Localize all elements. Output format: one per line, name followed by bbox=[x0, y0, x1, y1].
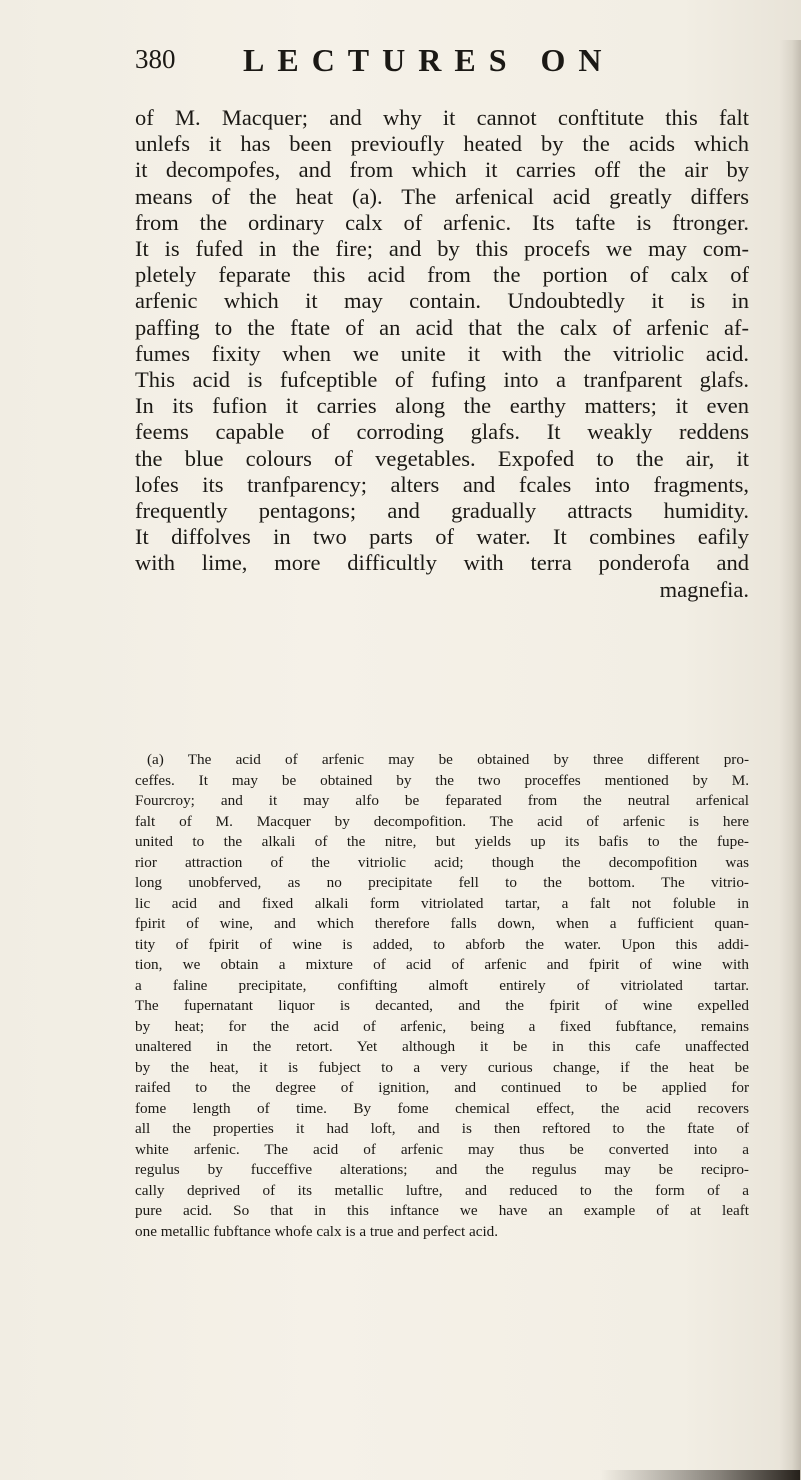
body-line: magnefia. bbox=[659, 576, 749, 602]
footnote-line: regulus by fucceffive alterations; and the regulus may be recipro- bbox=[135, 1161, 749, 1178]
body-line: paffing to the ftate of an acid that the calx of arfenic af- bbox=[135, 314, 749, 340]
footnote-line: a faline precipitate, confifting almoft entirely of vitriolated tartar. bbox=[135, 976, 749, 994]
page-header bbox=[135, 42, 735, 82]
body-line: feems capable of corroding glafs. It weakly reddens bbox=[135, 419, 749, 445]
footnote-line: cally deprived of its metallic luftre, and reduced to the form of a bbox=[135, 1181, 749, 1199]
body-line: This acid is fufceptible of fufing into a tranfparent glafs. bbox=[135, 367, 749, 393]
footnote-line: raifed to the degree of ignition, and continued to be applied for bbox=[135, 1079, 749, 1096]
body-line: pletely feparate this acid from the portion of calx of bbox=[135, 262, 749, 288]
footnote-line: tion, we obtain a mixture of acid of arfenic and fpirit of wine with bbox=[135, 956, 749, 973]
body-line: means of the heat (a). The arfenical acid greatly differs bbox=[135, 183, 749, 209]
footnote-line: by heat; for the acid of arfenic, being a fixed fubftance, remains bbox=[135, 1017, 749, 1035]
body-line: fumes fixity when we unite it with the vitriolic acid. bbox=[135, 340, 749, 366]
body-line: It diffolves in two parts of water. It combines eafily bbox=[135, 524, 749, 550]
footnote-line: ceffes. It may be obtained by the two proceffes mentioned by M. bbox=[135, 771, 749, 789]
ink-smudge bbox=[600, 1470, 800, 1480]
footnote-line: fome length of time. By fome chemical effect, the acid recovers bbox=[135, 1099, 749, 1117]
body-line: In its fufion it carries along the earthy matters; it even bbox=[135, 393, 749, 419]
page-edge-shadow bbox=[779, 40, 801, 1480]
body-line: the blue colours of vegetables. Expofed to the air, it bbox=[135, 445, 749, 471]
footnote-line: unaltered in the retort. Yet although it be in this cafe unaffected bbox=[135, 1038, 749, 1055]
footnote-line: united to the alkali of the nitre, but yields up its bafis to the fupe- bbox=[135, 833, 749, 850]
footnote-line: fpirit of wine, and which therefore falls down, when a fufficient quan- bbox=[135, 915, 749, 932]
footnote-line: tity of fpirit of wine is added, to abforb the water. Upon this addi- bbox=[135, 935, 749, 953]
body-line: lofes its tranfparency; alters and fcales into fragments, bbox=[135, 471, 749, 497]
running-head: LECTURES ON bbox=[243, 42, 615, 78]
footnote-line: white arfenic. The acid of arfenic may thus be converted into a bbox=[135, 1140, 749, 1158]
footnote bbox=[135, 750, 749, 1242]
footnote-line: (a) The acid of arfenic may be obtained by three different pro- bbox=[147, 751, 749, 768]
body-line: it decompofes, and from which it carries off the air by bbox=[135, 157, 749, 183]
footnote-line: one metallic fubftance whofe calx is a true and perfect acid. bbox=[135, 1222, 499, 1240]
main-paragraph bbox=[135, 105, 749, 603]
body-line: arfenic which it may contain. Undoubtedly it is in bbox=[135, 288, 749, 314]
body-line: from the ordinary calx of arfenic. Its tafte is ftronger. bbox=[135, 209, 749, 235]
footnote-line: Fourcroy; and it may alfo be feparated from the neutral arfenical bbox=[135, 792, 749, 809]
body-line: with lime, more difficultly with terra ponderofa and bbox=[135, 550, 749, 576]
footnote-line: by the heat, it is fubject to a very curious change, if the heat be bbox=[135, 1058, 749, 1076]
footnote-line: rior attraction of the vitriolic acid; though the decompofition was bbox=[135, 853, 749, 871]
footnote-line: pure acid. So that in this inftance we have an example of at leaft bbox=[135, 1202, 749, 1219]
footnote-line: The fupernatant liquor is decanted, and the fpirit of wine expelled bbox=[135, 997, 749, 1014]
body-line: unlefs it has been previoufly heated by the acids which bbox=[135, 131, 749, 157]
body-line: frequently pentagons; and gradually attracts humidity. bbox=[135, 498, 749, 524]
footnote-line: lic acid and fixed alkali form vitriolated tartar, a falt not foluble in bbox=[135, 894, 749, 912]
footnote-line: falt of M. Macquer by decompofition. The acid of arfenic is here bbox=[135, 812, 749, 830]
body-line: It is fufed in the fire; and by this procefs we may com- bbox=[135, 236, 749, 262]
body-line: of M. Macquer; and why it cannot conftitute this falt bbox=[135, 105, 749, 130]
footnote-line: long unobferved, as no precipitate fell to the bottom. The vitrio- bbox=[135, 874, 749, 891]
footnote-line: all the properties it had loft, and is then reftored to the ftate of bbox=[135, 1120, 749, 1137]
page-number: 380 bbox=[135, 44, 176, 74]
